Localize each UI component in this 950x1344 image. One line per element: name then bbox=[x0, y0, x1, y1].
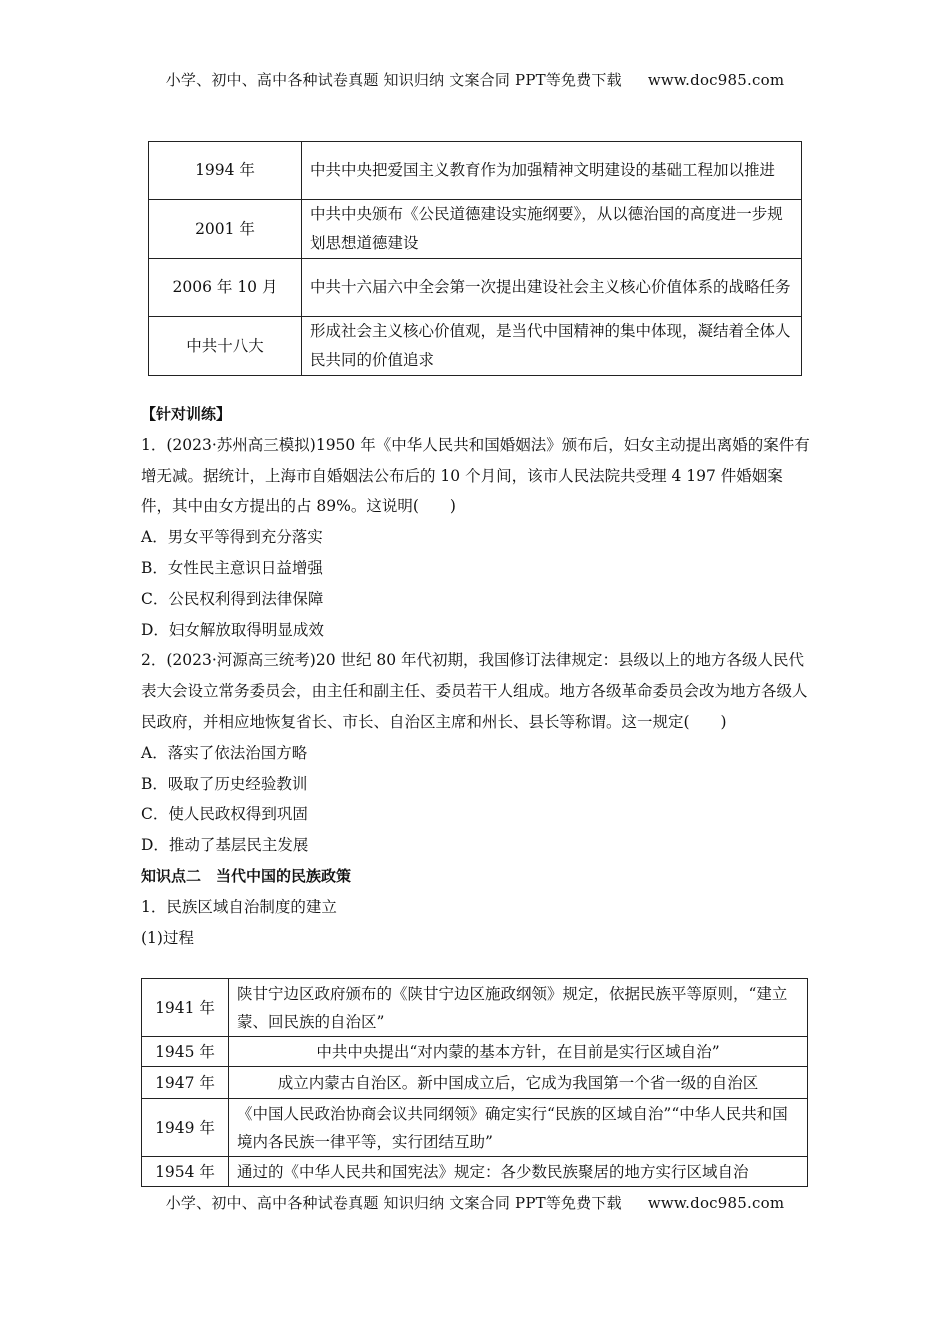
table-row bbox=[142, 1157, 808, 1187]
subheading-1: 1．民族区域自治制度的建立 bbox=[141, 897, 337, 916]
table-row bbox=[142, 1037, 808, 1067]
question-1-option-d[interactable]: D．妇女解放取得明显成效 bbox=[141, 620, 324, 639]
table-row bbox=[149, 200, 802, 259]
table-row bbox=[142, 1099, 808, 1157]
table-event-cell: 中共中央颁布《公民道德建设实施纲要》，从以德治国的高度进一步规划思想道德建设 bbox=[302, 200, 802, 259]
table-event-cell: 中共中央把爱国主义教育作为加强精神文明建设的基础工程加以推进 bbox=[302, 142, 802, 200]
question-1-stem: 1．(2023·苏州高三模拟)1950 年《中华人民共和国婚姻法》颁布后，妇女主动提出离婚的案件有增无减。据统计，上海市自婚姻法公布后的 10 个月间，该市人民法院共受理 4 197 件婚姻案件，其中由女方提出的占 89%。这说明( ) bbox=[141, 435, 810, 516]
table-event-cell: 中共中央提出“对内蒙的基本方针，在目前是实行区域自治” bbox=[229, 1037, 808, 1067]
values-timeline-table bbox=[148, 141, 802, 376]
table-year-cell: 1954 年 bbox=[142, 1157, 229, 1187]
question-2-option-b[interactable]: B．吸取了历史经验教训 bbox=[141, 774, 308, 793]
table-event-cell: 陕甘宁边区政府颁布的《陕甘宁边区施政纲领》规定，依据民族平等原则，“建立蒙、回民族的自治区” bbox=[229, 979, 808, 1037]
table-row bbox=[149, 142, 802, 200]
header-site[interactable]: www.doc985.com bbox=[647, 71, 785, 89]
footer-text: 小学、初中、高中各种试卷真题 知识归纳 文案合同 PPT等免费下载 bbox=[165, 1194, 622, 1212]
table-row bbox=[142, 979, 808, 1037]
question-1-option-c[interactable]: C．公民权利得到法律保障 bbox=[141, 589, 324, 608]
autonomy-timeline-table bbox=[141, 978, 808, 1187]
table-event-cell: 通过的《中华人民共和国宪法》规定：各少数民族聚居的地方实行区域自治 bbox=[229, 1157, 808, 1187]
question-2-option-d[interactable]: D．推动了基层民主发展 bbox=[141, 836, 309, 855]
table-year-cell: 1945 年 bbox=[142, 1037, 229, 1067]
table-event-cell: 中共十六届六中全会第一次提出建设社会主义核心价值体系的战略任务 bbox=[302, 259, 802, 317]
table-year-cell: 1947 年 bbox=[142, 1067, 229, 1099]
table-event-cell: 成立内蒙古自治区。新中国成立后，它成为我国第一个省一级的自治区 bbox=[229, 1067, 808, 1099]
page-footer bbox=[0, 1192, 950, 1213]
table-row bbox=[142, 1067, 808, 1099]
subheading-2: (1)过程 bbox=[141, 928, 194, 947]
table-row bbox=[149, 317, 802, 376]
footer-site[interactable]: www.doc985.com bbox=[647, 1194, 785, 1212]
table-event-cell: 形成社会主义核心价值观，是当代中国精神的集中体现，凝结着全体人民共同的价值追求 bbox=[302, 317, 802, 376]
question-2-stem: 2．(2023·河源高三统考)20 世纪 80 年代初期，我国修订法律规定：县级以上的地方各级人民代表大会设立常务委员会，由主任和副主任、委员若干人组成。地方各级革命委员会改为地方各级人民政府，并相应地恢复省长、市长、自治区主席和州长、县长等称谓。这一规定( ) bbox=[141, 651, 808, 731]
table-year-cell: 1994 年 bbox=[149, 142, 302, 200]
question-1-option-a[interactable]: A．男女平等得到充分落实 bbox=[141, 528, 323, 547]
question-2-option-c[interactable]: C．使人民政权得到巩固 bbox=[141, 805, 308, 824]
table-event-cell: 《中国人民政治协商会议共同纲领》确定实行“民族的区域自治”“中华人民共和国境内各民族一律平等，实行团结互助” bbox=[229, 1099, 808, 1157]
section-heading: 知识点二 当代中国的民族政策 bbox=[141, 866, 352, 885]
table-year-cell: 中共十八大 bbox=[149, 317, 302, 376]
table-row bbox=[149, 259, 802, 317]
table-year-cell: 1949 年 bbox=[142, 1099, 229, 1157]
question-2-option-a[interactable]: A．落实了依法治国方略 bbox=[141, 743, 308, 762]
training-heading: 【针对训练】 bbox=[141, 405, 232, 423]
header-text: 小学、初中、高中各种试卷真题 知识归纳 文案合同 PPT等免费下载 bbox=[165, 71, 622, 89]
training-section bbox=[141, 399, 811, 953]
table-year-cell: 1941 年 bbox=[142, 979, 229, 1037]
question-1-option-b[interactable]: B．女性民主意识日益增强 bbox=[141, 558, 323, 577]
page-header bbox=[0, 69, 950, 90]
table-year-cell: 2001 年 bbox=[149, 200, 302, 259]
table-year-cell: 2006 年 10 月 bbox=[149, 259, 302, 317]
